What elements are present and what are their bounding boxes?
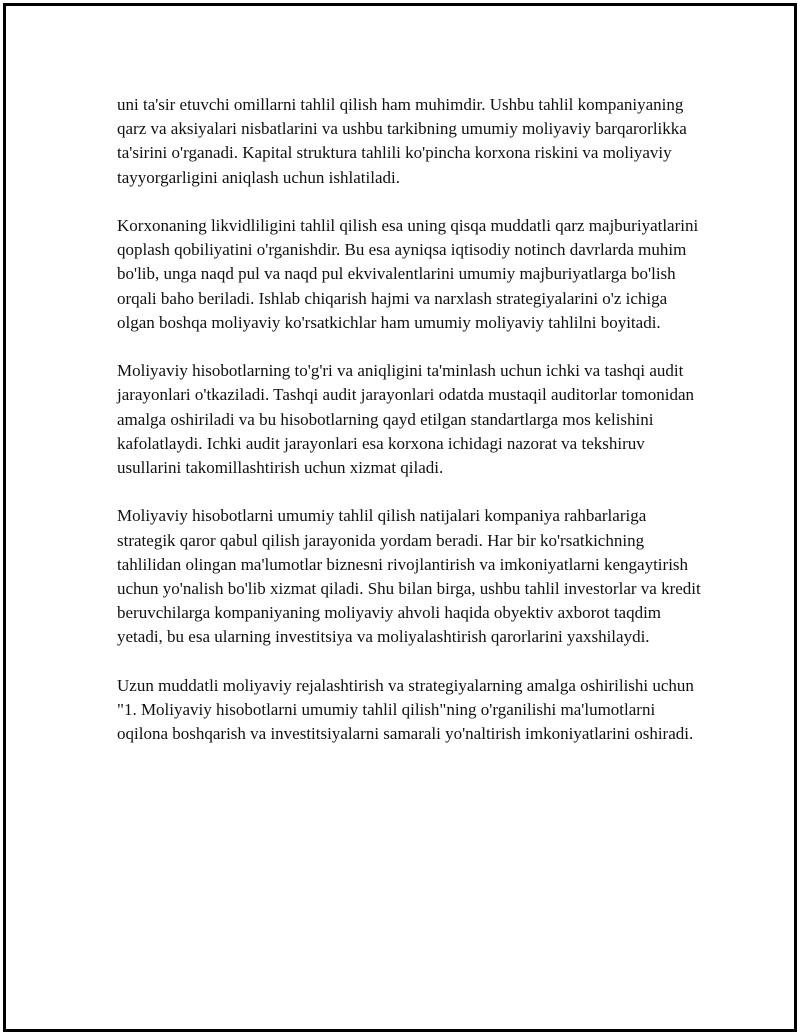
paragraph-long-term-planning: Uzun muddatli moliyaviy rejalashtirish va strategiyalarning amalga oshirilishi uchun "1. Moliyaviy hisobotlarni umumiy tahlil qilish"ning o'rganilishi ma'lumotlarni oqilona boshqarish va investitsiyalarni samarali yo'naltirish imkoniyatlarini oshiradi. bbox=[117, 675, 694, 744]
paragraph-liquidity: Korxonaning likvidliligini tahlil qilish esa uning qisqa muddatli qarz majburiyatlarini qoplash qobiliyatini o'rganishdir. Bu esa ayniqsa iqtisodiy notinch davrlarda muhim bo'lib, unga naqd pul va naqd pul ekvivalentlarini umumiy majburiyatlarga bo'lish orqali baho beriladi. Ishlab chiqarish hajmi va narxlash strategiyalarini o'z ichiga olgan boshqa moliyaviy ko'rsatkichlar ham umumiy moliyaviy tahlilni boyitadi. bbox=[117, 216, 699, 332]
document-body bbox=[117, 93, 702, 746]
paragraph-capital-structure: uni ta'sir etuvchi omillarni tahlil qilish ham muhimdir. Ushbu tahlil kompaniyaning qarz va aksiyalari nisbatlarini va ushbu tarkibning umumiy moliyaviy barqarorlikka ta'sirini o'rganadi. Kapital struktura tahlili ko'pincha korxona riskini va moliyaviy tayyorgarligini aniqlash uchun ishlatiladi. bbox=[117, 95, 687, 187]
paragraph-audit: Moliyaviy hisobotlarning to'g'ri va aniqligini ta'minlash uchun ichki va tashqi audit jarayonlari o'tkaziladi. Tashqi audit jarayonlari odatda mustaqil auditorlar tomonidan amalga oshiriladi va bu hisobotlarning qayd etilgan standartlarga mos kelishini kafolatlaydi. Ichki audit jarayonlari esa korxona ichidagi nazorat va tekshiruv usullarini takomillashtirish uchun xizmat qiladi. bbox=[117, 361, 695, 478]
paragraph-analysis-results: Moliyaviy hisobotlarni umumiy tahlil qilish natijalari kompaniya rahbarlariga strategik qaror qabul qilish jarayonida yordam beradi. Har bir ko'rsatkichning tahlilidan olingan ma'lumotlar biznesni rivojlantirish va imkoniyatlarni kengaytirish uchun yo'nalish bo'lib xizmat qiladi. Shu bilan birga, ushbu tahlil investorlar va kredit beruvchilarga kompaniyaning moliyaviy ahvoli haqida obyektiv axborot taqdim yetadi, bu esa ularning investitsiya va moliyalashtirish qarorlarini yaxshilaydi. bbox=[117, 506, 701, 647]
